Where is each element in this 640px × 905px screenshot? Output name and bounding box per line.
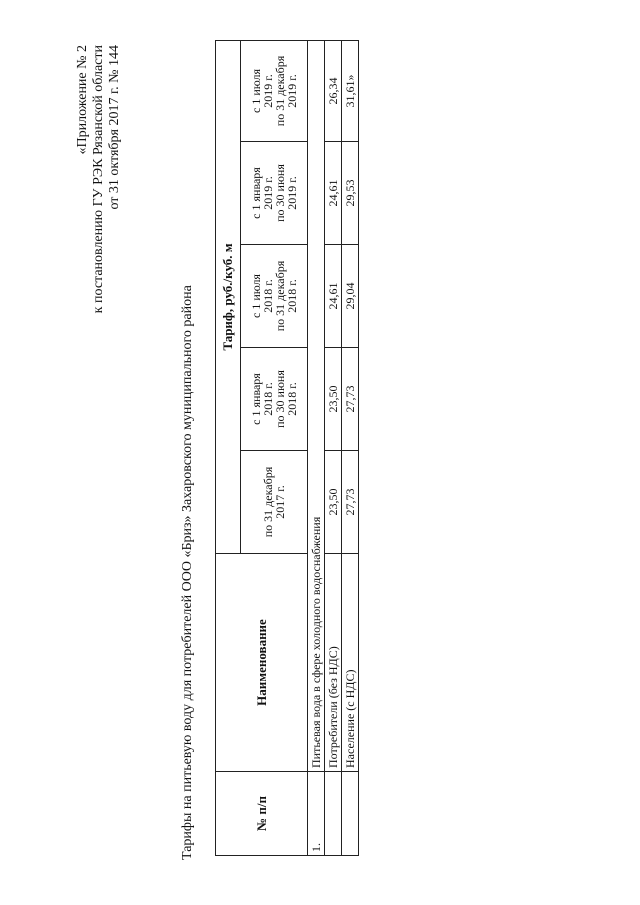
tariff-value: 27,73 — [342, 451, 359, 554]
row-label: Потребители (без НДС) — [325, 554, 342, 772]
period-header: с 1 января 2019 г. по 30 июня 2019 г. — [241, 142, 308, 245]
table-row — [342, 40, 359, 855]
row-number-empty — [325, 772, 342, 856]
tariff-table — [215, 40, 359, 856]
table-header-row — [216, 40, 241, 855]
tariff-value: 24,61 — [325, 142, 342, 245]
table-row — [325, 40, 342, 855]
period-header: по 31 декабря 2017 г. — [241, 451, 308, 554]
tariff-value: 23,50 — [325, 451, 342, 554]
tariff-value: 27,73 — [342, 348, 359, 451]
tariff-value: 26,34 — [325, 40, 342, 141]
period-header: с 1 января 2018 г. по 30 июня 2018 г. — [241, 348, 308, 451]
tariff-value: 31,61» — [342, 40, 359, 141]
row-label: Население (с НДС) — [342, 554, 359, 772]
tariff-value: 24,61 — [325, 245, 342, 348]
tariff-value: 29,04 — [342, 245, 359, 348]
column-header-name: Наименование — [216, 554, 308, 772]
section-number: 1. — [308, 772, 325, 856]
tariff-value: 23,50 — [325, 348, 342, 451]
column-header-number: № п/п — [216, 772, 308, 856]
appendix-date: от 31 октября 2017 г. № 144 — [107, 45, 122, 210]
appendix-reference — [75, 45, 123, 465]
row-number-empty — [342, 772, 359, 856]
appendix-number: «Приложение № 2 — [75, 45, 90, 155]
period-header: с 1 июля 2019 г. по 31 декабря 2019 г. — [241, 40, 308, 141]
appendix-resolution: к постановлению ГУ РЭК Рязанской области — [91, 45, 106, 314]
table-section-row — [308, 40, 325, 855]
column-header-tariff: Тариф, руб./куб. м — [216, 40, 241, 553]
section-label: Питьевая вода в сфере холодного водоснабжения — [308, 40, 325, 771]
period-header: с 1 июля 2018 г. по 31 декабря 2018 г. — [241, 245, 308, 348]
document-title: Тарифы на питьевую воду для потребителей ООО «Бриз» Захаровского муниципального района — [180, 285, 195, 860]
tariff-value: 29,53 — [342, 142, 359, 245]
